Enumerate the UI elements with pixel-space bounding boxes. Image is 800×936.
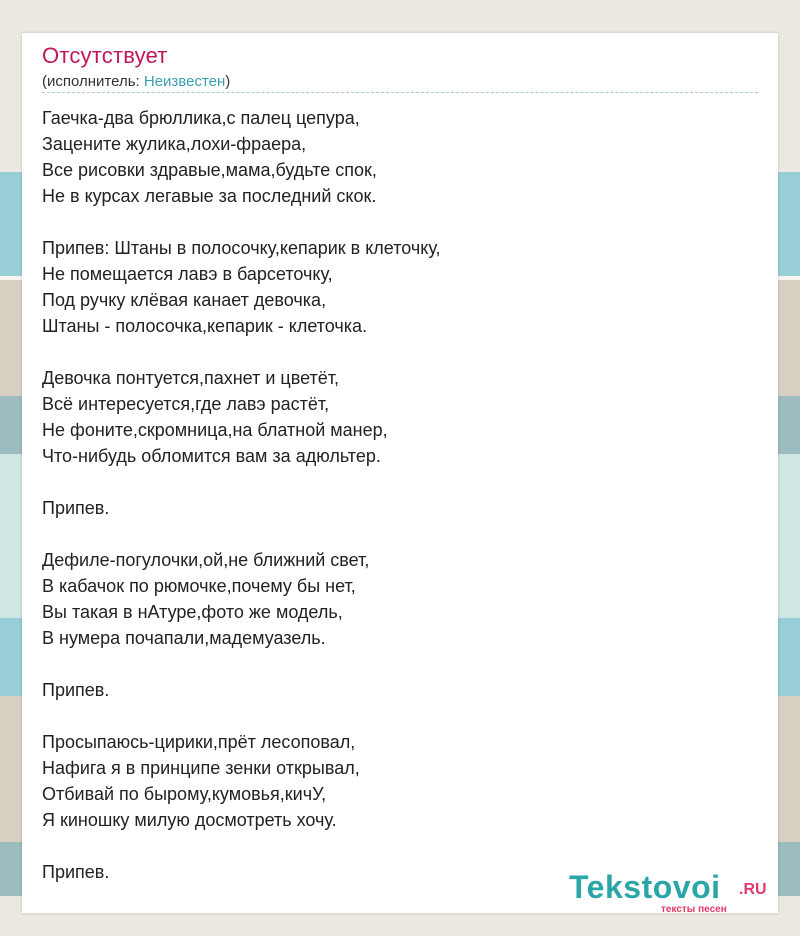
lyric-line: Что-нибудь обломится вам за адюльтер. — [42, 446, 381, 466]
lyric-line: Все рисовки здравые,мама,будьте спок, — [42, 160, 377, 180]
lyric-line — [42, 469, 742, 495]
artist-suffix: ) — [225, 73, 231, 90]
lyric-line: Отбивай по бырому,кумовья,кичУ, — [42, 784, 327, 804]
lyric-line: Припев. — [42, 498, 110, 518]
lyric-line: Зацените жулика,лохи-фраера, — [42, 134, 307, 154]
logo-name: Tekstovoi — [569, 869, 721, 905]
lyric-line: Припев: Штаны в полосочку,кепарик в клеточку, — [42, 238, 441, 258]
lyric-line: Нафига я в принципе зенки открывал, — [42, 758, 360, 778]
lyric-line — [42, 833, 742, 859]
song-title: Отсутствует — [42, 43, 168, 68]
logo-tagline: тексты песен — [661, 904, 727, 915]
lyric-line: Девочка понтуется,пахнет и цветёт, — [42, 368, 339, 388]
lyric-line: Просыпаюсь-цирики,прёт лесоповал, — [42, 732, 356, 752]
lyric-line: Не в курсах легавые за последний скок. — [42, 186, 377, 206]
lyric-line: Не помещается лавэ в барсеточку, — [42, 264, 333, 284]
lyric-line — [42, 651, 742, 677]
lyric-line: Дефиле-погулочки,ой,не ближний свет, — [42, 550, 370, 570]
lyric-line: В нумера почапали,мадемуазель. — [42, 628, 326, 648]
lyrics-text — [42, 105, 742, 885]
lyric-line — [42, 521, 742, 547]
lyric-line: Припев. — [42, 680, 110, 700]
lyric-line: Не фоните,скромница,на блатной манер, — [42, 420, 388, 440]
artist-line — [42, 73, 230, 90]
lyric-line: Я киношку милую досмотреть хочу. — [42, 810, 337, 830]
lyric-line — [42, 703, 742, 729]
lyrics-card — [22, 33, 778, 913]
artist-link[interactable]: Неизвестен — [143, 73, 226, 90]
lyric-line: Вы такая в нАтуре,фото же модель, — [42, 602, 343, 622]
site-logo[interactable] — [569, 869, 779, 914]
lyric-line — [42, 209, 742, 235]
lyric-line: В кабачок по рюмочке,почему бы нет, — [42, 576, 356, 596]
lyric-line: Под ручку клёвая канает девочка, — [42, 290, 327, 310]
lyric-line: Припев. — [42, 862, 110, 882]
lyric-line: Всё интересуется,где лавэ растёт, — [42, 394, 330, 414]
lyric-line — [42, 339, 742, 365]
logo-tld: .RU — [739, 881, 767, 898]
lyric-line: Штаны - полосочка,кепарик - клеточка. — [42, 316, 368, 336]
title-divider — [42, 92, 758, 93]
artist-prefix: (исполнитель: — [42, 73, 144, 90]
lyric-line: Гаечка-два брюллика,с палец цепура, — [42, 108, 360, 128]
